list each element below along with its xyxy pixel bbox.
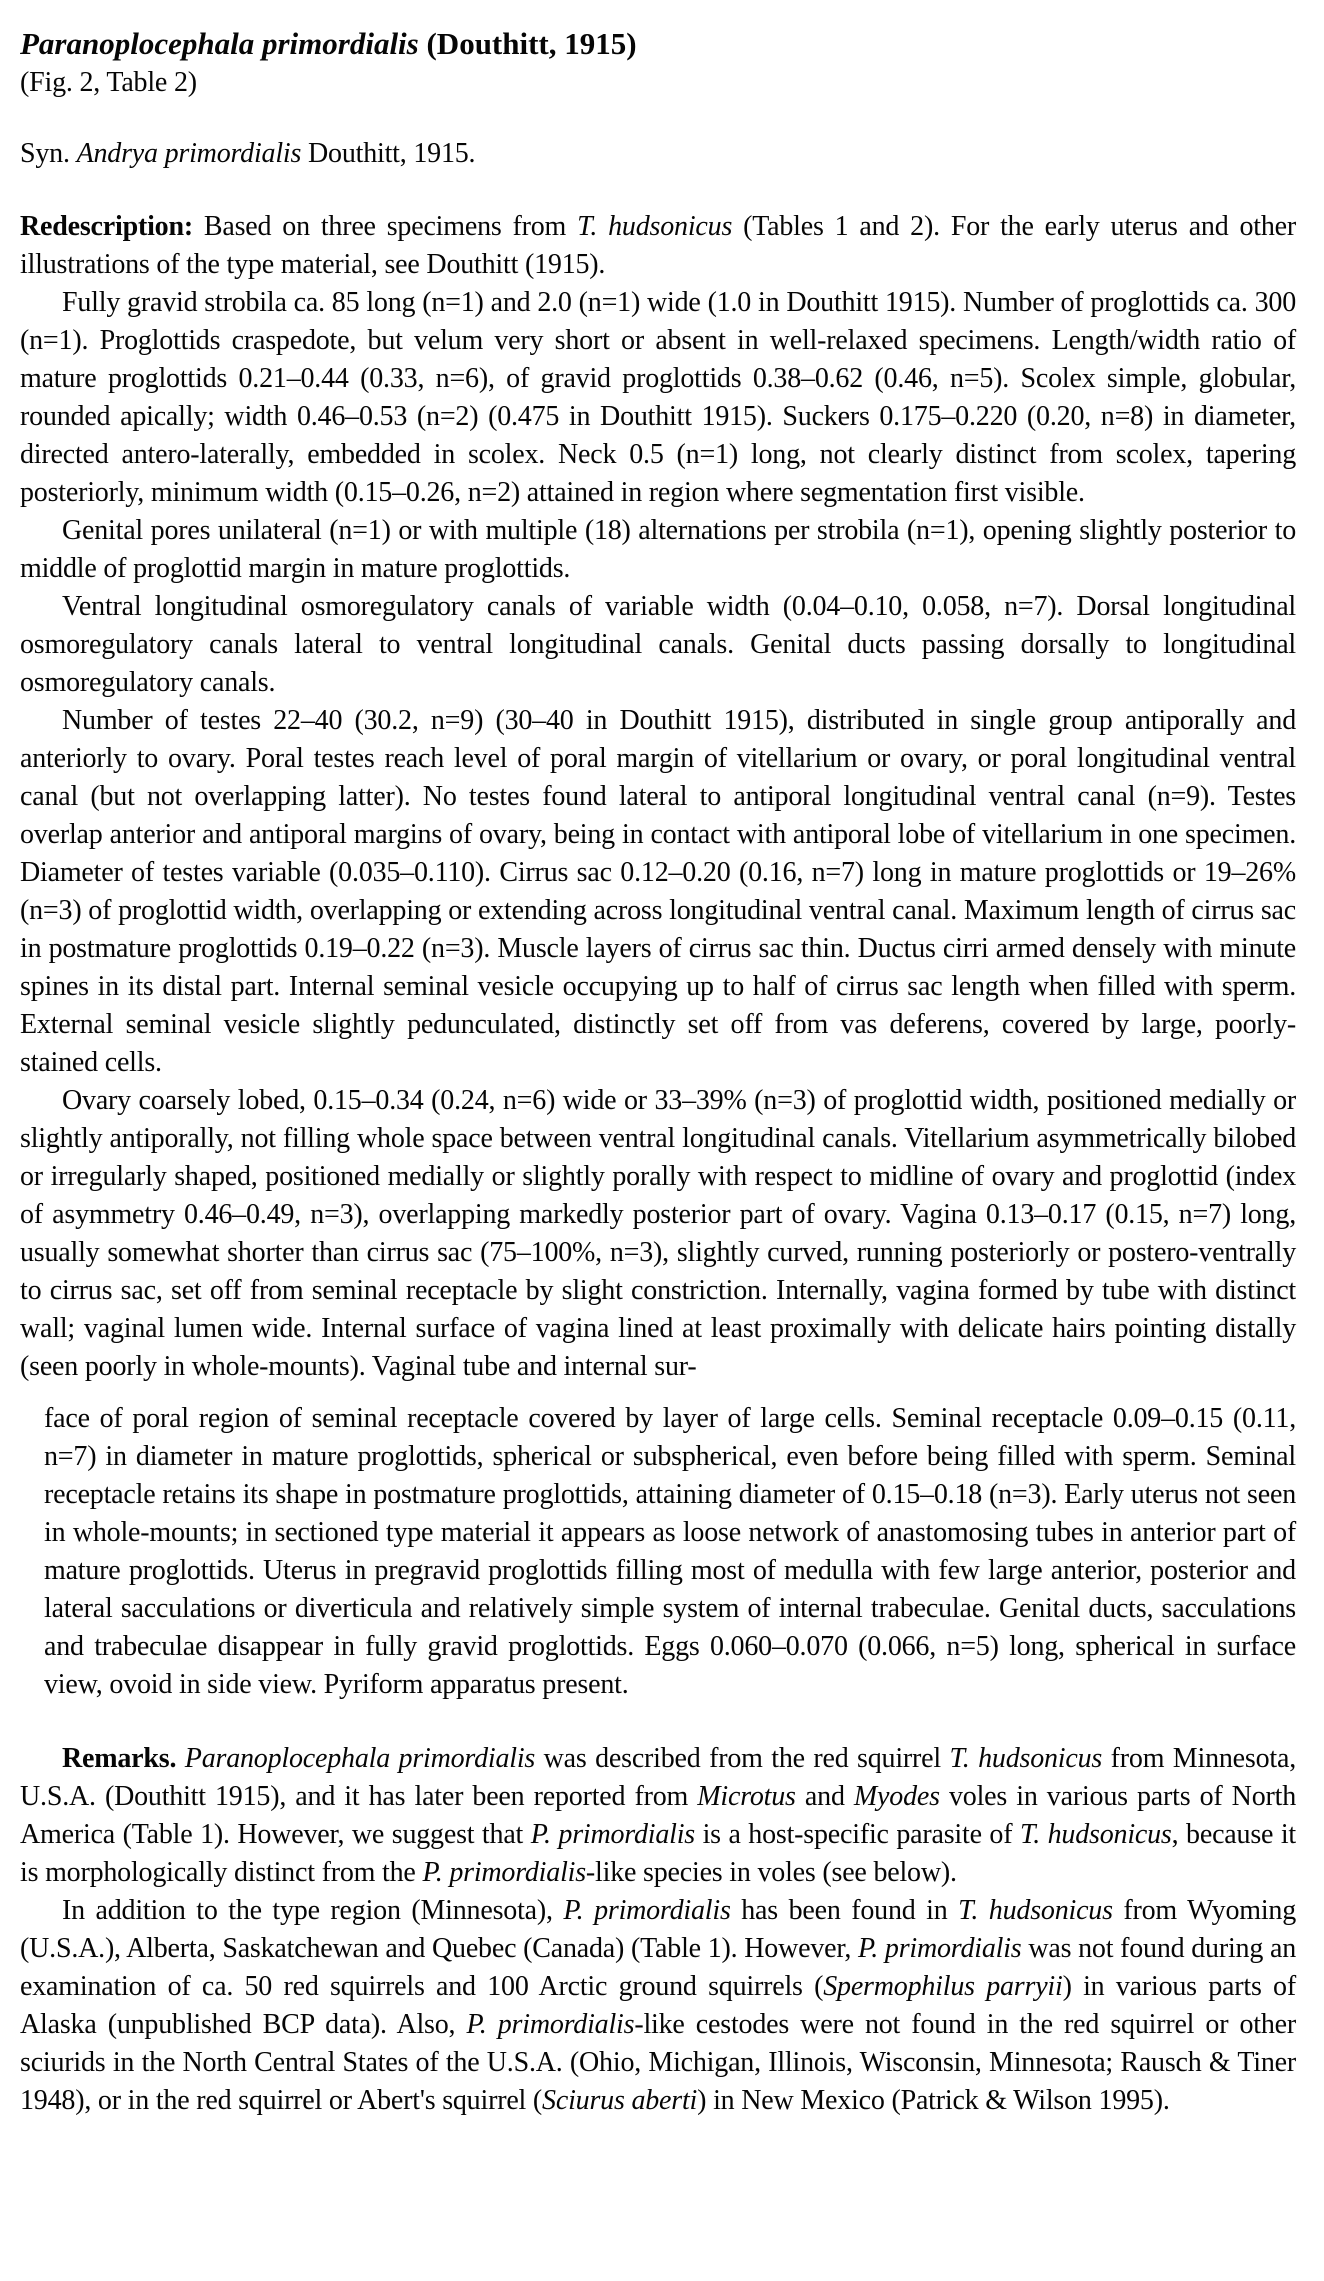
figure-table-reference: (Fig. 2, Table 2): [20, 67, 197, 98]
strobila-paragraph: Fully gravid strobila ca. 85 long (n=1) and 2.0 (n=1) wide (1.0 in Douthitt 1915). Number of proglottids ca. 300 (n=1). Proglottids craspedote, but velum very short or absent in well-relaxed specimens. Length/width ratio of mature proglottids 0.21–0.44 (0.33, n=6), of gravid proglottids 0.38–0.62 (0.46, n=5). Scolex simple, globular, rounded apically; width 0.46–0.53 (n=2) (0.475 in Douthitt 1915). Suckers 0.175–0.220 (0.20, n=8) in diameter, directed antero-laterally, embedded in scolex. Neck 0.5 (n=1) long, not clearly distinct from scolex, tapering posteriorly, minimum width (0.15–0.26, n=2) attained in region where segmentation first visible.: [20, 287, 1296, 508]
synonymy-line: Syn. Andrya primordialis Douthitt, 1915.: [20, 138, 476, 169]
distribution-paragraph: In addition to the type region (Minnesota), P. primordialis has been found in T. hudsonicus from Wyoming (U.S.A.), Alberta, Saskatchewan and Quebec (Canada) (Table 1). However, P. primordialis was not found during an examination of ca. 50 red squirrels and 100 Arctic ground squirrels (Spermophilus parryii) in various parts of Alaska (unpublished BCP data). Also, P. primordialis-like cestodes were not found in the red squirrel or other sciurids in the North Central States of the U.S.A. (Ohio, Michigan, Illinois, Wisconsin, Minnesota; Rausch & Tiner 1948), or in the red squirrel or Abert's squirrel (Sciurus aberti) in New Mexico (Patrick & Wilson 1995).: [20, 1895, 1297, 2116]
ovary-paragraph: Ovary coarsely lobed, 0.15–0.34 (0.24, n=6) wide or 33–39% (n=3) of proglottid width, positioned medially or slightly antiporally, not filling whole space between ventral longitudinal canals. Vitellarium asymmetrically bilobed or irregularly shaped, positioned medially or slightly porally with respect to midline of ovary and proglottid (index of asymmetry 0.46–0.49, n=3), overlapping markedly posterior part of ovary. Vagina 0.13–0.17 (0.15, n=7) long, usually somewhat shorter than cirrus sac (75–100%, n=3), slightly curved, running posteriorly or postero-ventrally to cirrus sac, set off from seminal receptacle by slight constriction. Internally, vagina formed by tube with distinct wall; vaginal lumen wide. Internal surface of vagina lined at least proximally with delicate hairs pointing distally (seen poorly in whole-mounts). Vaginal tube and internal sur-: [20, 1085, 1296, 1382]
redescription-paragraph: Redescription: Based on three specimens from T. hudsonicus (Tables 1 and 2). For the early uterus and other illustrations of the type material, see Douthitt (1915).: [20, 211, 1297, 280]
remarks-paragraph: Remarks. Paranoplocephala primordialis was described from the red squirrel T. hudsonicus from Minnesota, U.S.A. (Douthitt 1915), and it has later been reported from Microtus and Myodes voles in various parts of North America (Table 1). However, we suggest that P. primordialis is a host-specific parasite of T. hudsonicus, because it is morphologically distinct from the P. primordialis-like species in voles (see below).: [20, 1743, 1296, 1888]
seminal-receptacle-paragraph: face of poral region of seminal receptacle covered by layer of large cells. Seminal receptacle 0.09–0.15 (0.11, n=7) in diameter in mature proglottids, spherical or subspherical, even before being filled with sperm. Seminal receptacle retains its shape in postmature proglottids, attaining diameter of 0.15–0.18 (n=3). Early uterus not seen in whole-mounts; in sectioned type material it appears as loose network of anastomosing tubes in anterior part of mature proglottids. Uterus in pregravid proglottids filling most of medulla with few large anterior, posterior and lateral sacculations or diverticula and relatively simple system of internal trabeculae. Genital ducts, sacculations and trabeculae disappear in fully gravid proglottids. Eggs 0.060–0.070 (0.066, n=5) long, spherical in surface view, ovoid in side view. Pyriform apparatus present.: [44, 1403, 1296, 1700]
species-name: Paranoplocephala primordialis: [20, 26, 419, 61]
species-authority: (Douthitt, 1915): [418, 26, 637, 61]
testes-paragraph: Number of testes 22–40 (30.2, n=9) (30–40 in Douthitt 1915), distributed in single group antiporally and anteriorly to ovary. Poral testes reach level of poral margin of vitellarium or ovary, or poral longitudinal ventral canal (but not overlapping latter). No testes found lateral to antiporal longitudinal ventral canal (n=9). Testes overlap anterior and antiporal margins of ovary, being in contact with antiporal lobe of vitellarium in one specimen. Diameter of testes variable (0.035–0.110). Cirrus sac 0.12–0.20 (0.16, n=7) long in mature proglottids or 19–26% (n=3) of proglottid width, overlapping or extending across longitudinal ventral canal. Maximum length of cirrus sac in postmature proglottids 0.19–0.22 (n=3). Muscle layers of cirrus sac thin. Ductus cirri armed densely with minute spines in its distal part. Internal seminal vesicle occupying up to half of cirrus sac length when filled with sperm. External seminal vesicle slightly pedunculated, distinctly set off from vas deferens, covered by large, poorly-stained cells.: [20, 705, 1296, 1078]
genital-pores-paragraph: Genital pores unilateral (n=1) or with multiple (18) alternations per strobila (n=1), opening slightly posterior to middle of proglottid margin in mature proglottids.: [20, 515, 1296, 584]
osmoregulatory-canals-paragraph: Ventral longitudinal osmoregulatory canals of variable width (0.04–0.10, 0.058, n=7). Dorsal longitudinal osmoregulatory canals lateral to ventral longitudinal canals. Genital ducts passing dorsally to longitudinal osmoregulatory canals.: [20, 591, 1296, 698]
species-heading: [20, 24, 1296, 64]
